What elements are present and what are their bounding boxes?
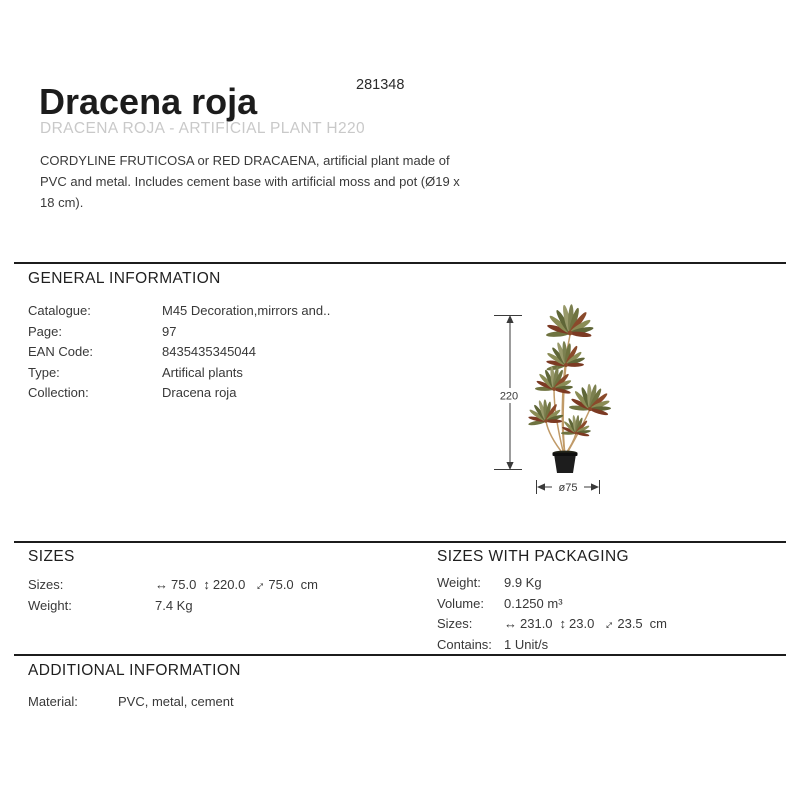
depth-value: 75.0 (268, 577, 294, 592)
field-label: Weight: (437, 575, 481, 590)
product-dimension-drawing (478, 303, 643, 503)
field-label: Page: (28, 323, 62, 339)
depth-arrow-icon: ↔ (597, 613, 618, 634)
general-information-table (28, 303, 330, 400)
field-value: 1 Unit/s (504, 636, 549, 652)
height-value: 23.0 (569, 616, 595, 631)
width-value: 75.0 (171, 577, 197, 592)
height-value: 220.0 (212, 577, 246, 592)
packaging-table (437, 575, 667, 652)
field-label: Material: (28, 694, 78, 709)
section-divider (14, 262, 786, 264)
height-arrow-icon: ↕ (203, 577, 210, 592)
general-information-heading: GENERAL INFORMATION (28, 270, 221, 287)
dimension-unit: cm (300, 577, 319, 592)
field-value: M45 Decoration,mirrors and.. (162, 303, 331, 318)
section-divider (14, 541, 786, 543)
height-dimension-label: 220 (499, 390, 519, 403)
section-divider (14, 654, 786, 656)
sizes-dimensions (155, 574, 319, 595)
dimension-unit: cm (649, 616, 668, 631)
plant-foliage (526, 304, 615, 437)
field-label: EAN Code: (28, 344, 94, 359)
field-label: Sizes: (437, 616, 473, 631)
sizes-table (28, 574, 319, 613)
field-value: Artifical plants (162, 364, 243, 380)
plant-pot (553, 451, 578, 473)
product-code: 281348 (356, 77, 405, 93)
field-value: Dracena roja (162, 385, 237, 400)
sizes-heading: SIZES (28, 548, 75, 565)
field-value: 97 (162, 323, 177, 339)
field-value: 0.1250 m³ (504, 595, 563, 611)
field-label: Sizes: (28, 577, 64, 592)
field-label: Contains: (437, 636, 492, 652)
product-description: CORDYLINE FRUTICOSA or RED DRACAENA, artificial plant made of PVC and metal. Includes cement base with artificial moss and pot (Ø19 x 18 cm). (40, 153, 460, 210)
height-arrow-icon: ↕ (559, 616, 567, 631)
field-value: PVC, metal, cement (118, 694, 234, 709)
depth-arrow-icon: ↔ (248, 574, 269, 595)
additional-information-table (28, 694, 234, 709)
page-title: Dracena roja (39, 81, 258, 122)
field-label: Type: (28, 364, 60, 380)
page-subtitle: DRACENA ROJA - ARTIFICIAL PLANT H220 (40, 120, 366, 137)
field-value: 9.9 Kg (504, 575, 542, 590)
field-value: 8435435345044 (162, 344, 256, 359)
width-arrow-icon: ↔ (504, 616, 517, 631)
packaging-dimensions (504, 613, 668, 634)
field-label: Volume: (437, 595, 484, 611)
field-value: 7.4 Kg (155, 597, 193, 613)
depth-value: 23.5 (617, 616, 643, 631)
width-value: 231.0 (520, 616, 553, 631)
diameter-dimension-label: ø75 (558, 482, 578, 494)
packaging-heading: SIZES WITH PACKAGING (437, 548, 630, 565)
field-label: Collection: (28, 385, 89, 400)
field-label: Weight: (28, 597, 72, 613)
additional-information-heading: ADDITIONAL INFORMATION (28, 662, 241, 679)
width-arrow-icon: ↔ (155, 577, 168, 592)
field-label: Catalogue: (28, 303, 91, 318)
